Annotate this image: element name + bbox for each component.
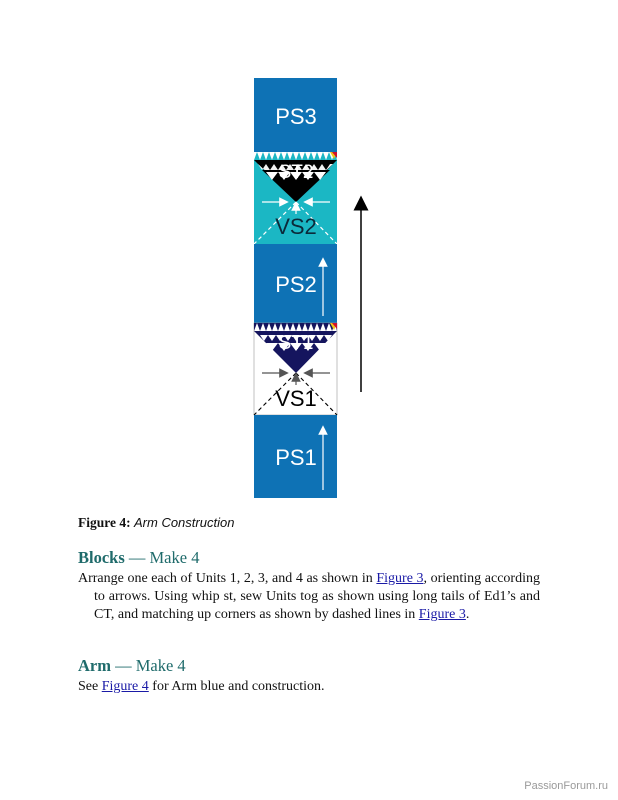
blocks-text-1: Arrange one each of Units 1, 2, 3, and 4 as shown in — [78, 571, 377, 586]
figure-4-link[interactable]: Figure 4 — [101, 679, 149, 694]
ps1-label: PS1 — [275, 445, 317, 470]
arm-section — [78, 657, 540, 696]
blocks-heading — [78, 549, 540, 567]
arm-heading-title: Arm — [78, 656, 111, 675]
arm-heading-make: — Make 4 — [115, 656, 186, 675]
blocks-text-2: , orienting according to arrows. Using whip st, sew Units tog as shown using long tails of Ed1’s and CT, and matching up corners as shown by dashed lines in — [94, 571, 540, 622]
blocks-heading-make: — Make 4 — [128, 548, 200, 567]
blocks-instructions — [78, 570, 540, 624]
blocks-section — [78, 549, 540, 624]
figure-caption-title: Arm Construction — [134, 515, 235, 530]
vs1-label: VS1 — [275, 386, 317, 411]
ps3-label: PS3 — [275, 104, 317, 129]
arm-heading — [78, 657, 540, 675]
st1-label: ST1 — [278, 333, 314, 354]
figure-caption-label: Figure 4: — [78, 515, 131, 530]
figure-3-link[interactable]: Figure 3 — [376, 571, 424, 586]
figure-3-link-2[interactable]: Figure 3 — [418, 607, 466, 622]
ps2-label: PS2 — [275, 272, 317, 297]
vs2-label: VS2 — [275, 214, 317, 239]
st2-label: ST2 — [278, 162, 314, 183]
arm-instructions — [78, 678, 540, 696]
arm-text-1: See — [78, 679, 102, 694]
figure-caption — [78, 515, 234, 531]
blocks-heading-title: Blocks — [78, 548, 125, 567]
arm-text-2: for Arm blue and construction. — [148, 679, 325, 694]
watermark: PassionForum.ru — [524, 780, 608, 792]
blocks-text-3: . — [465, 607, 470, 622]
